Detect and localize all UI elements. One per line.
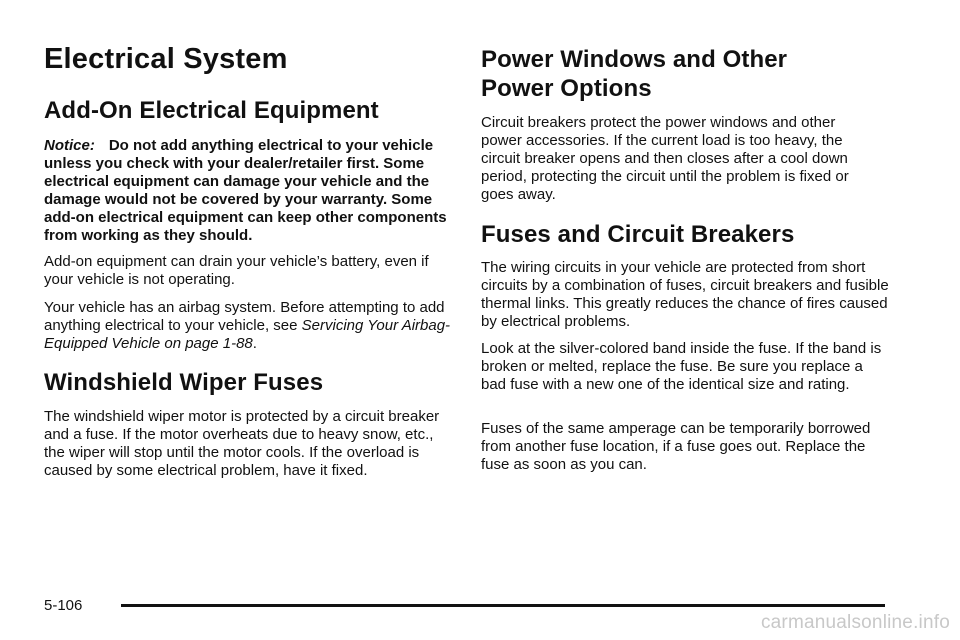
notice-label: Notice: xyxy=(44,137,95,154)
addon-paragraph-2 xyxy=(44,299,454,353)
addon-paragraph-2-end: . xyxy=(252,335,257,352)
notice-paragraph xyxy=(44,137,454,245)
airbag-reference-link[interactable]: Servicing Your Airbag-Equipped Vehicle on page 1-88 xyxy=(44,317,451,352)
watermark: carmanualsonline.info xyxy=(760,612,950,633)
page-title: Electrical System xyxy=(44,43,288,75)
page-number: 5-106 xyxy=(44,597,83,614)
fuses-paragraph-3: Fuses of the same amperage can be temporarily borrowed from another fuse location, if a fuse goes out. Replace the fuse as soon as you can. xyxy=(481,420,871,473)
windows-heading-line-2: Power Options xyxy=(481,75,652,102)
windows-heading-line-1: Power Windows and Other xyxy=(481,46,788,73)
addon-paragraph-1: Add-on equipment can drain your vehicle’s battery, even if your vehicle is not operating. xyxy=(44,253,429,288)
fuses-heading: Fuses and Circuit Breakers xyxy=(481,221,795,248)
footer-rule xyxy=(121,604,885,607)
fuses-paragraph-1: The wiring circuits in your vehicle are protected from short circuits by a combination of fuses, circuit breakers and fusible thermal links. This greatly reduces the chance of fires caused by electrical problems. xyxy=(481,259,889,330)
fuses-paragraph-2: Look at the silver-colored band inside the fuse. If the band is broken or melted, replace the fuse. Be sure you replace a bad fuse with a new one of the identical size and rating. xyxy=(481,340,882,393)
notice-text: Do not add anything electrical to your vehicle unless you check with your dealer/retailer first. Some electrical equipment can damage your vehicle and the damage would not be covered by your warranty. Some add-on electrical equipment can keep other components from working as they should. xyxy=(44,137,447,244)
addon-heading: Add-On Electrical Equipment xyxy=(44,97,379,124)
wiper-paragraph: The windshield wiper motor is protected by a circuit breaker and a fuse. If the motor overheats due to heavy snow, etc., the wiper will stop until the motor cools. If the overload is caused by some electrical problem, have it fixed. xyxy=(44,408,440,479)
addon-paragraph-2-text: Your vehicle has an airbag system. Before attempting to add anything electrical to your vehicle, see xyxy=(44,299,445,334)
wiper-heading: Windshield Wiper Fuses xyxy=(44,369,324,396)
windows-paragraph: Circuit breakers protect the power windows and other power accessories. If the current load is too heavy, the circuit breaker opens and then closes after a cool down period, protecting the circuit until the problem is fixed or goes away. xyxy=(481,114,849,203)
